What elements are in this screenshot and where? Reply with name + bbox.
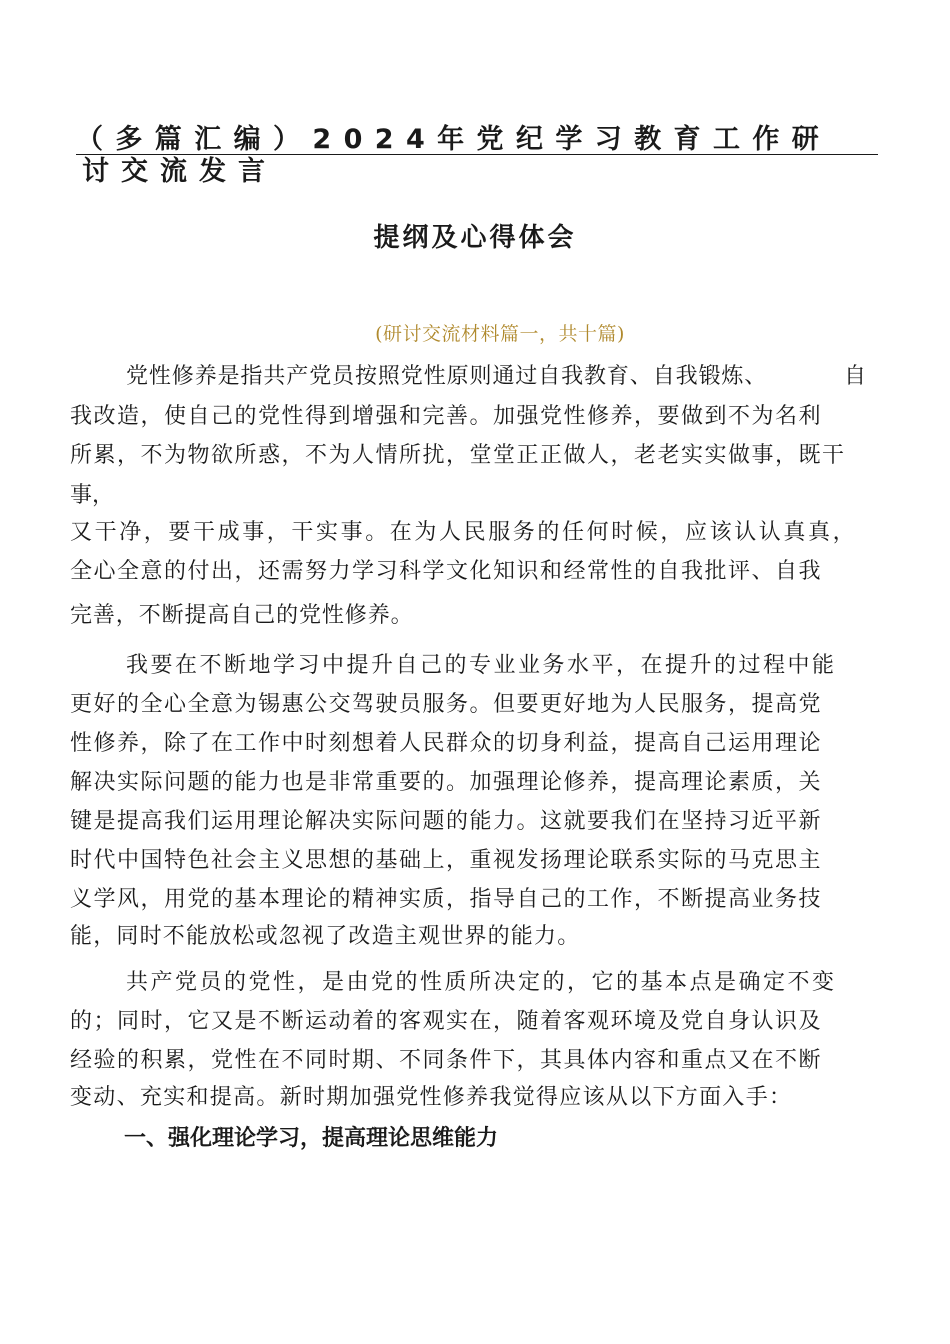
document-title-continued: 讨交流发言: [82, 156, 277, 187]
body-line: 经验的积累，党性在不同时期、不同条件下，其具体内容和重点又在不断: [70, 1048, 823, 1073]
body-line: 性修养，除了在工作中时刻想着人民群众的切身利益，提高自己运用理论: [70, 731, 823, 756]
body-line: 的；同时，它又是不断运动着的客观实在，随着客观环境及党自身认识及: [70, 1009, 823, 1034]
document-subtitle: 提纲及心得体会: [373, 223, 577, 253]
body-line: 我改造，使自己的党性得到增强和完善。加强党性修养，要做到不为名利: [70, 404, 823, 429]
body-line: 共产党员的党性，是由党的性质所决定的，它的基本点是确定不变: [126, 970, 837, 995]
section-heading: 一、强化理论学习，提高理论思维能力: [124, 1126, 499, 1151]
body-line: 党性修养是指共产党员按照党性原则通过自我教育、自我锻炼、: [126, 364, 768, 389]
body-line: 所累，不为物欲所惑，不为人情所扰，堂堂正正做人，老老实实做事，既干: [70, 443, 846, 468]
body-line: 事，: [70, 483, 115, 508]
body-line: 义学风，用党的基本理论的精神实质，指导自己的工作，不断提高业务技: [70, 887, 823, 912]
body-line: 更好的全心全意为锡惠公交驾驶员服务。但要更好地为人民服务，提高党: [70, 692, 823, 717]
series-note: (研讨交流材料篇一，共十篇): [375, 323, 625, 345]
body-line: 能，同时不能放松或忽视了改造主观世界的能力。: [70, 924, 581, 949]
document-title: （多篇汇编）2024年党纪学习教育工作研: [76, 122, 878, 155]
body-line: 我要在不断地学习中提升自己的专业业务水平，在提升的过程中能: [126, 653, 837, 678]
body-line: 变动、充实和提高。新时期加强党性修养我觉得应该从以下方面入手：: [70, 1085, 793, 1110]
body-line: 全心全意的付出，还需努力学习科学文化知识和经常性的自我批评、自我: [70, 559, 823, 584]
body-line: 又干净，要干成事，干实事。在为人民服务的任何时候，应该认认真真，: [70, 520, 858, 545]
body-line: 时代中国特色社会主义思想的基础上，重视发扬理论联系实际的马克思主: [70, 848, 823, 873]
body-line: 完善，不断提高自己的党性修养。: [70, 603, 414, 628]
body-line: 解决实际问题的能力也是非常重要的。加强理论修养，提高理论素质，关: [70, 770, 823, 795]
body-line: 键是提高我们运用理论解决实际问题的能力。这就要我们在坚持习近平新: [70, 809, 823, 834]
body-line: 自: [844, 364, 867, 389]
